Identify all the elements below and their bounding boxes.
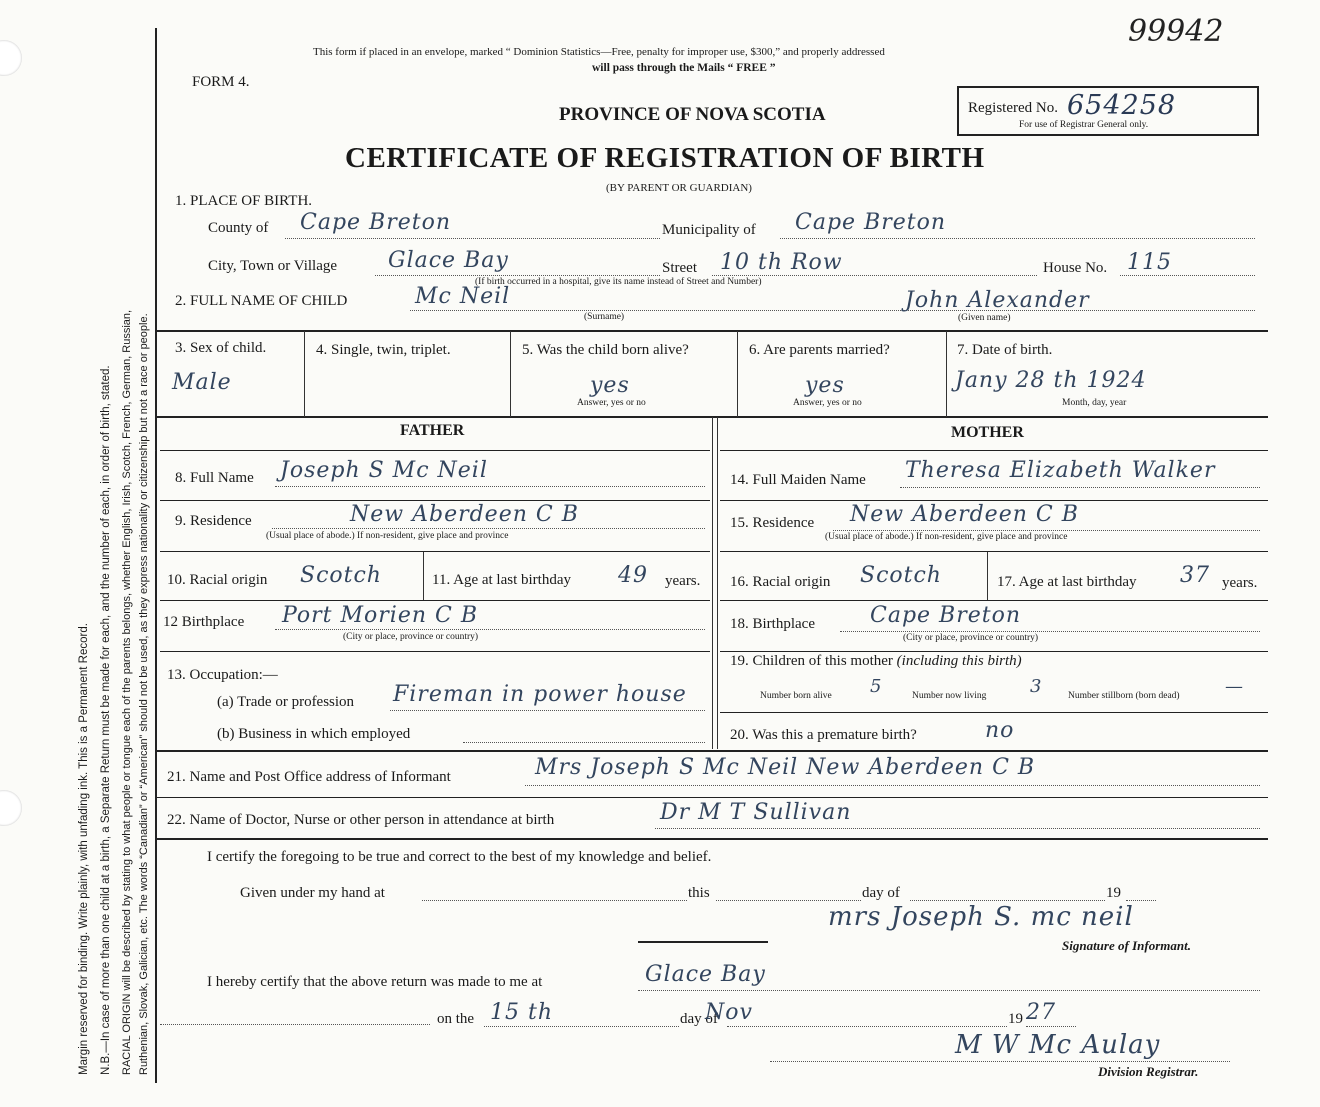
dob-value: Jany 28 th 1924 [955,368,1147,393]
child-given-name: John Alexander [905,288,1090,313]
registrar-place: Glace Bay [645,962,766,987]
province-heading: PROVINCE OF NOVA SCOTIA [559,104,826,125]
house-label: House No. [1043,260,1108,276]
reg-note: For use of Registrar General only. [1019,120,1149,130]
mother-residence-label: 15. Residence [730,515,815,531]
father-name-value: Joseph S Mc Neil [280,458,488,483]
registrar-statement: I hereby certify that the above return was made to me at [207,974,543,990]
married-caption: Answer, yes or no [793,398,862,408]
occupation-label: 13. Occupation:— [167,667,278,683]
mother-birthplace-value: Cape Breton [870,603,1022,628]
street-note: (If birth occurred in a hospital, give its name instead of Street and Number) [475,277,762,287]
mother-birthplace-caption: (City or place, province or country) [903,633,1039,643]
left-border [155,28,157,1083]
mother-residence-value: New Aberdeen C B [850,502,1079,527]
page-title: CERTIFICATE OF REGISTRATION OF BIRTH [345,142,985,174]
registrar-caption: Division Registrar. [1098,1064,1199,1079]
married-label: 6. Are parents married? [749,342,890,358]
father-birthplace-label: 12 Birthplace [163,614,245,630]
stillborn-count: — [1225,676,1244,697]
dob-label: 7. Date of birth. [957,342,1053,358]
dob-caption: Month, day, year [1062,398,1127,408]
father-birthplace-value: Port Morien C B [282,603,479,628]
living-count-label: Number now living [912,691,987,701]
father-age-label: 11. Age at last birthday [432,572,571,588]
mother-race-label: 16. Racial origin [730,574,831,590]
punch-hole [0,40,22,76]
married-value: yes [805,373,845,398]
children-label-text: 19. Children of this mother [730,653,893,669]
reg-day-of-label: day of [680,1011,718,1027]
county-label: County of [208,220,269,236]
registrar-signature: M W Mc Aulay [955,1030,1161,1060]
punch-hole [0,790,22,826]
place-section-label: 1. PLACE OF BIRTH. [175,193,313,209]
attendant-label: 22. Name of Doctor, Nurse or other person in attendance at birth [167,812,555,828]
margin-note: Margin reserved for binding. Write plainly, with unfading ink. This is a Permanent Record. [78,623,90,1075]
child-name-label: 2. FULL NAME OF CHILD [175,293,348,309]
born-alive-count: 5 [870,676,883,697]
mother-age-label: 17. Age at last birthday [997,574,1137,590]
year-prefix: 19 [1106,885,1121,901]
postal-notice-free: will pass through the Mails “ FREE ” [592,62,776,74]
surname-caption: (Surname) [584,312,625,322]
born-alive-label: 5. Was the child born alive? [522,342,689,358]
mother-birthplace-label: 18. Birthplace [730,616,815,632]
reg-label: Registered No. [968,100,1058,116]
city-value: Glace Bay [388,248,509,273]
informant-label: 21. Name and Post Office address of Informant [167,769,451,785]
reg-year-prefix: 19 [1008,1011,1023,1027]
certify-statement: I certify the foregoing to be true and correct to the best of my knowledge and belief. [207,849,712,865]
father-residence-caption: (Usual place of abode.) If non-resident, give place and province [266,531,509,541]
reg-number: 654258 [1067,90,1177,121]
registration-month: Nov [705,1000,753,1025]
sex-value: Male [172,370,232,395]
page-subtitle: (BY PARENT OR GUARDIAN) [606,182,752,194]
county-value: Cape Breton [300,210,452,235]
father-birthplace-caption: (City or place, province or country) [343,632,479,642]
born-alive-count-label: Number born alive [760,691,832,701]
street-label: Street [662,260,697,276]
sex-label: 3. Sex of child. [175,340,267,356]
mother-age-unit: years. [1222,575,1258,591]
informant-value: Mrs Joseph S Mc Neil New Aberdeen C B [535,755,1036,780]
premature-label: 20. Was this a premature birth? [730,727,917,743]
margin-note: Ruthenian, Slovak, Galician, etc. The words “Canadian” or “American” should not be used, as they express nationality or citizenship but not a race or people. [138,313,150,1075]
premature-value: no [985,718,1015,743]
father-name-label: 8. Full Name [175,470,254,486]
trade-value: Fireman in power house [393,682,687,707]
mother-heading: MOTHER [951,424,1024,441]
postal-notice: This form if placed in an envelope, marked “ Dominion Statistics—Free, penalty for improper use, $300,” and properly addressed [313,46,885,58]
house-value: 115 [1127,250,1172,275]
given-caption: (Given name) [958,313,1011,323]
corner-number: 99942 [1128,14,1224,49]
father-heading: FATHER [400,422,465,439]
father-residence-label: 9. Residence [175,513,252,529]
stillborn-count-label: Number stillborn (born dead) [1068,691,1180,701]
informant-signature: mrs Joseph S. mc neil [828,902,1134,932]
father-age-unit: years. [665,573,701,589]
margin-note: RACIAL ORIGIN will be described by stating to what people or tongue each of the parents belongs, whether English, Irish, Scotch, French, German, Russian, [121,309,133,1075]
children-note: (including this birth) [896,653,1022,669]
margin-note: N.B.—In case of more than one child at a birth, a Separate Return must be made for each, and the number of each, in order of birth, stated. [100,365,112,1075]
registration-day: 15 th [490,1000,553,1025]
signature-caption: Signature of Informant. [1062,938,1191,953]
city-label: City, Town or Village [208,258,338,274]
registration-box [957,86,1259,136]
mother-race-value: Scotch [860,563,942,588]
mother-age-value: 37 [1180,563,1210,588]
child-surname: Mc Neil [415,284,511,309]
municipality-label: Municipality of [662,222,756,238]
registration-year: 27 [1026,1000,1056,1025]
given-at-label: Given under my hand at [240,885,385,901]
father-race-label: 10. Racial origin [167,572,268,588]
trade-label: (a) Trade or profession [217,694,355,710]
born-alive-caption: Answer, yes or no [577,398,646,408]
form-number: FORM 4. [192,74,250,90]
attendant-value: Dr M T Sullivan [660,800,852,825]
father-race-value: Scotch [300,563,382,588]
municipality-value: Cape Breton [795,210,947,235]
this-label: this [688,885,710,901]
day-of-label: day of [862,885,900,901]
business-label: (b) Business in which employed [217,726,411,742]
on-the-label: on the [437,1011,475,1027]
living-count: 3 [1030,676,1043,697]
born-alive-value: yes [590,373,630,398]
mother-residence-caption: (Usual place of abode.) If non-resident, give place and province [825,532,1068,542]
children-label [730,653,1022,670]
father-residence-value: New Aberdeen C B [350,502,579,527]
mother-name-value: Theresa Elizabeth Walker [905,458,1216,483]
plurality-label: 4. Single, twin, triplet. [316,342,451,358]
father-age-value: 49 [618,563,648,588]
street-value: 10 th Row [720,250,843,275]
mother-name-label: 14. Full Maiden Name [730,472,866,488]
